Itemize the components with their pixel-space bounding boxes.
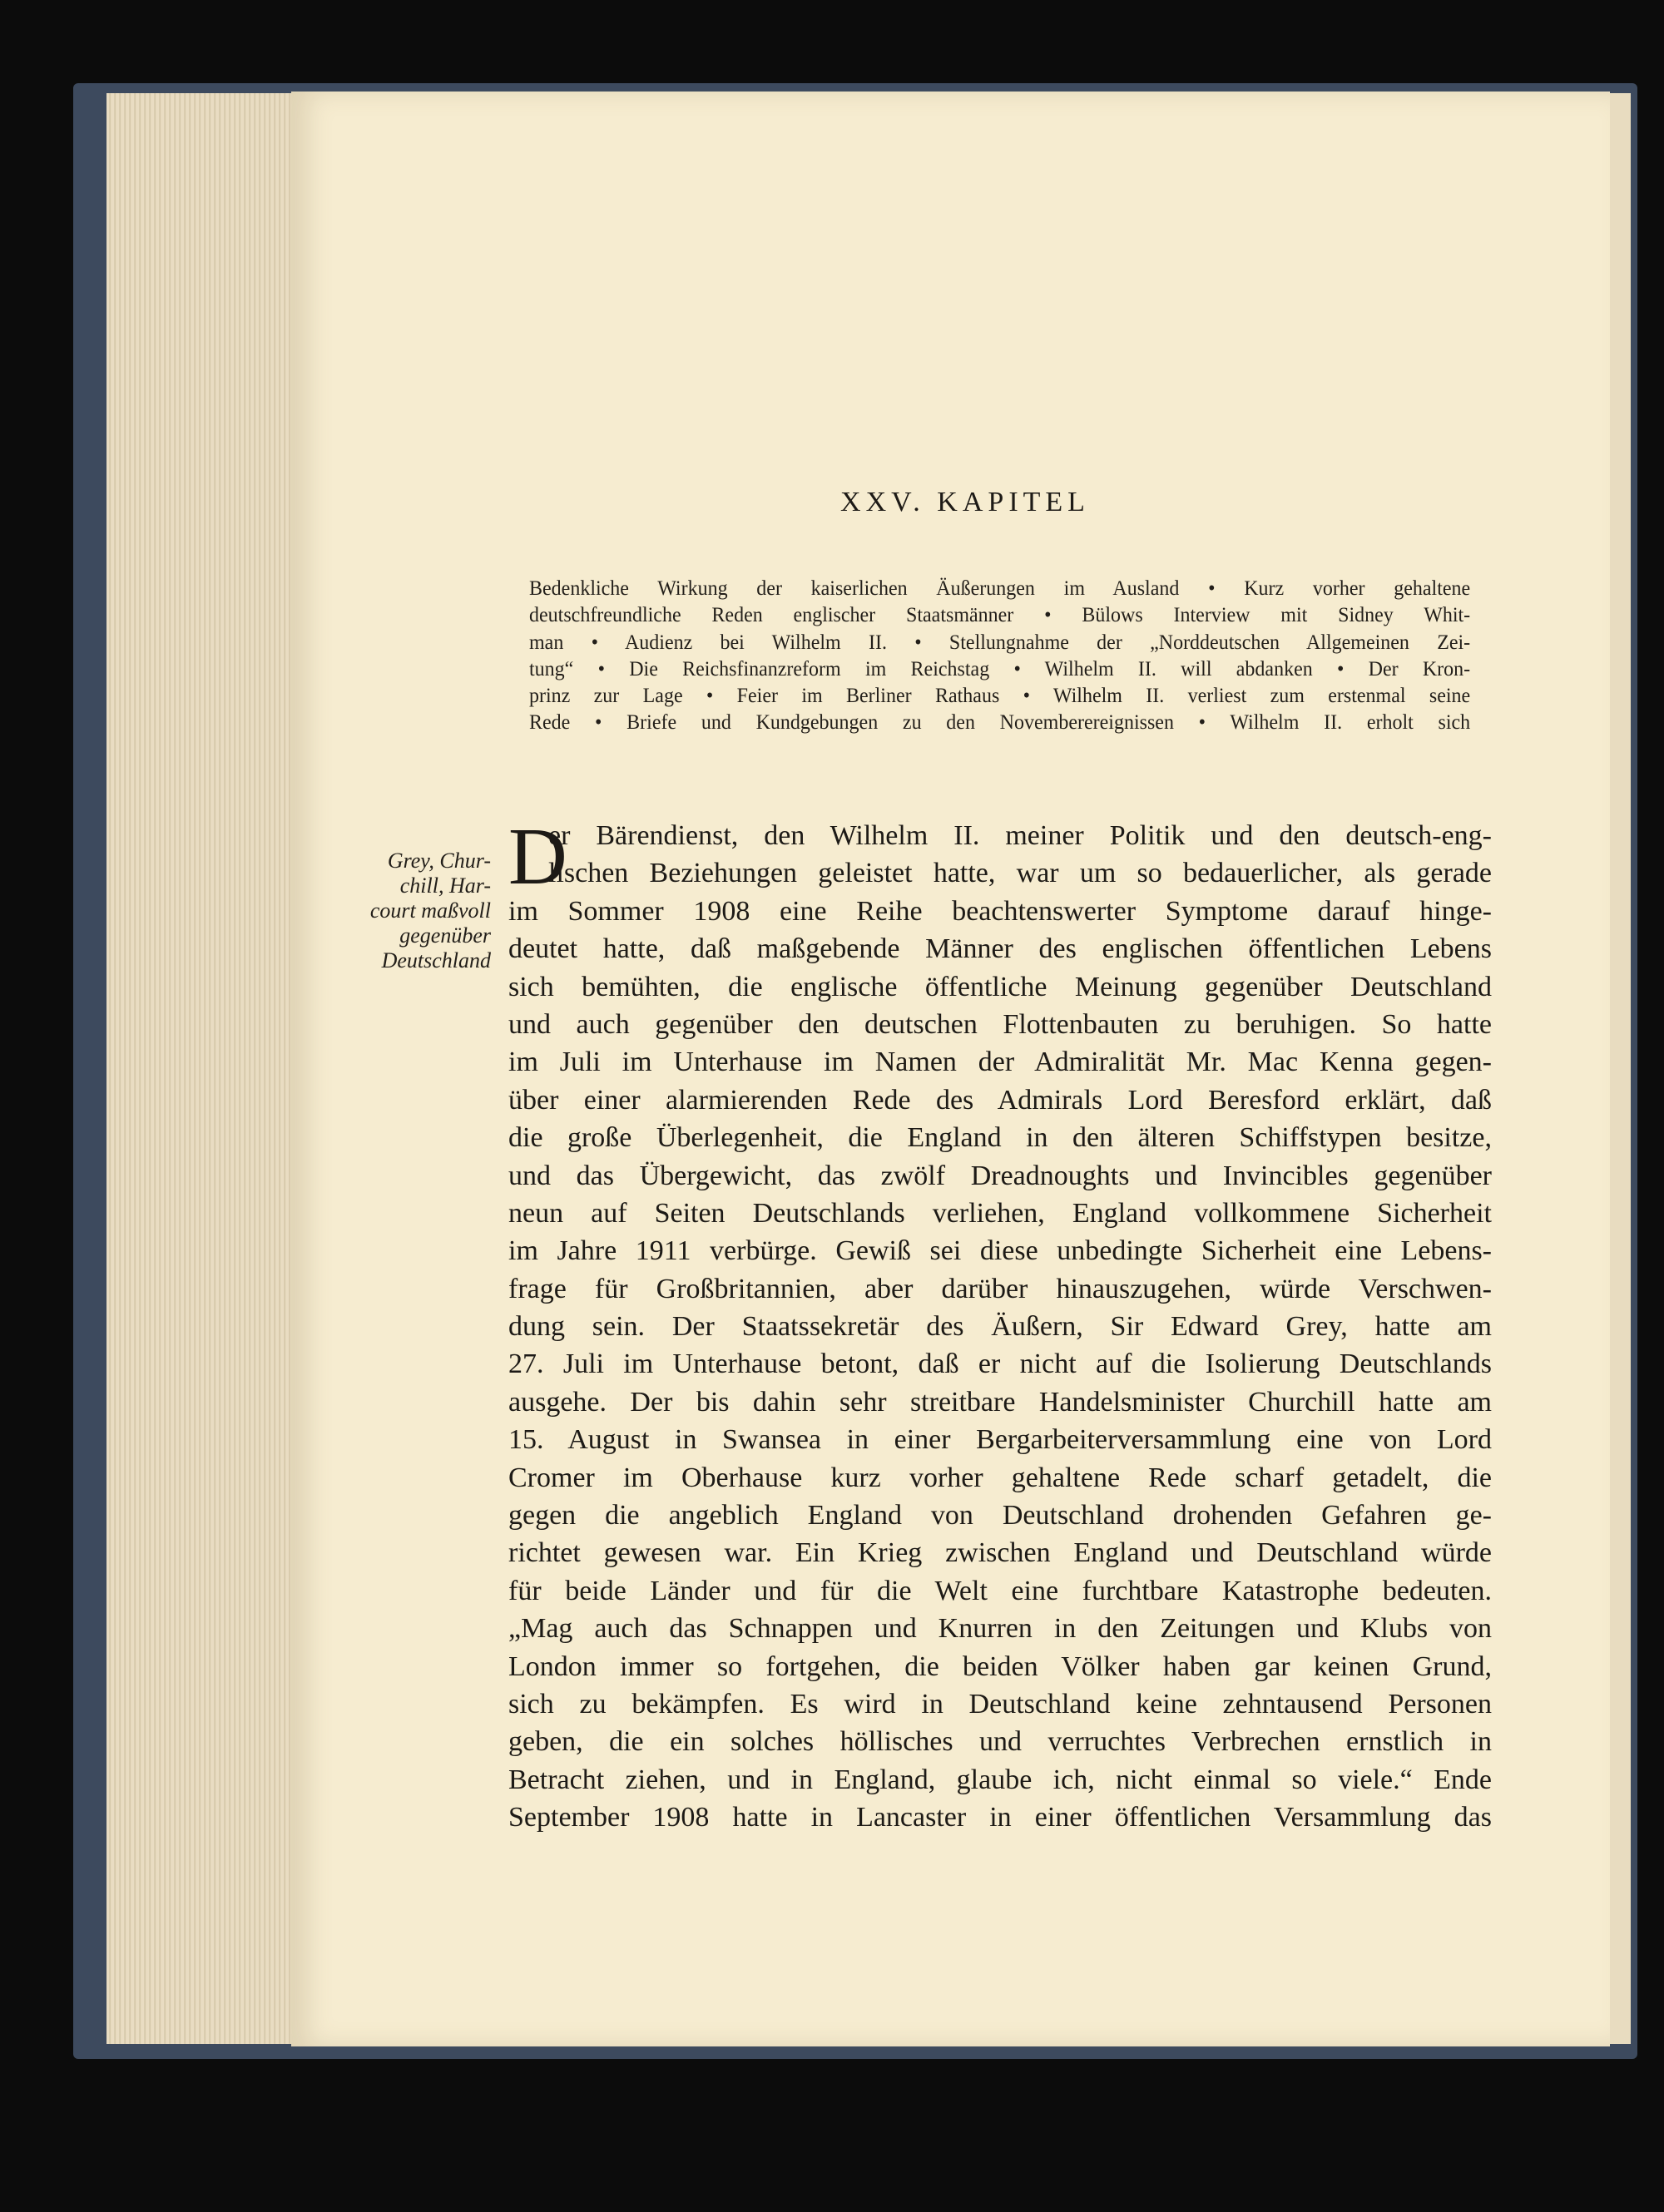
text-line: gegen die angeblich England von Deutschland drohenden Gefahren ge- <box>508 1500 1492 1532</box>
margin-note-line: gegenüber <box>399 923 491 948</box>
page-edges <box>106 93 298 2044</box>
margin-note <box>370 849 491 973</box>
text-line: er Bärendienst, den Wilhelm II. meiner Politik und den deutsch-eng- <box>548 820 1492 851</box>
text-line: im Sommer 1908 eine Reihe beachtenswerter Symptome darauf hinge- <box>508 895 1492 927</box>
text-line: die große Überlegenheit, die England in den älteren Schiffstypen besitze, <box>508 1122 1492 1154</box>
summary-line: Rede • Briefe und Kundgebungen zu den Novemberereignissen • Wilhelm II. erholt sich <box>529 711 1471 735</box>
summary-line: deutschfreundliche Reden englischer Staatsmänner • Bülows Interview mit Sidney Whit- <box>529 604 1471 627</box>
text-line: richtet gewesen war. Ein Krieg zwischen England und Deutschland würde <box>508 1537 1492 1569</box>
text-line: „Mag auch das Schnappen und Knurren in den Zeitungen und Klubs von <box>508 1613 1492 1645</box>
summary-line: tung“ • Die Reichsfinanzreform im Reichstag • Wilhelm II. will abdanken • Der Kron- <box>529 657 1471 680</box>
text-line: über einer alarmierenden Rede des Admirals Lord Beresford erklärt, daß <box>508 1084 1492 1116</box>
text-line: für beide Länder und für die Welt eine furchtbare Katastrophe bedeuten. <box>508 1575 1492 1606</box>
text-line: geben, die ein solches höllisches und verruchtes Verbrechen ernstlich in <box>508 1726 1492 1758</box>
text-line: im Juli im Unterhause im Namen der Admiralität Mr. Mac Kenna gegen- <box>508 1047 1492 1078</box>
margin-note-line: Deutschland <box>381 948 491 972</box>
text-line: September 1908 hatte in Lancaster in einer öffentlichen Versammlung das <box>508 1802 1492 1833</box>
chapter-title: XXV. KAPITEL <box>840 487 1090 517</box>
summary-line: prinz zur Lage • Feier im Berliner Rathaus • Wilhelm II. verliest zum erstenmal seine <box>529 685 1471 708</box>
text-line: im Jahre 1911 verbürge. Gewiß sei diese unbedingte Sicherheit eine Lebens- <box>508 1235 1492 1267</box>
text-line: frage für Großbritannien, aber darüber hinauszugehen, würde Verschwen- <box>508 1273 1492 1304</box>
summary-line: man • Audienz bei Wilhelm II. • Stellungnahme der „Norddeutschen Allgemeinen Zei- <box>529 631 1471 654</box>
text-line: und auch gegenüber den deutschen Flottenbauten zu beruhigen. So hatte <box>508 1008 1492 1040</box>
text-line: lischen Beziehungen geleistet hatte, war um so bedauerlicher, als gerade <box>548 858 1492 889</box>
text-line: neun auf Seiten Deutschlands verliehen, England vollkommene Sicherheit <box>508 1197 1492 1229</box>
text-line: deutet hatte, daß maßgebende Männer des englischen öffentlichen Lebens <box>508 933 1492 965</box>
body-text <box>508 812 1492 1837</box>
text-line: Cromer im Oberhause kurz vorher gehaltene Rede scharf getadelt, die <box>508 1462 1492 1493</box>
text-line: und das Übergewicht, das zwölf Dreadnoughts und Invincibles gegenüber <box>508 1160 1492 1191</box>
margin-note-line: Grey, Chur- <box>387 849 491 873</box>
text-line: sich zu bekämpfen. Es wird in Deutschland keine zehntausend Personen <box>508 1688 1492 1720</box>
summary-line: Bedenkliche Wirkung der kaiserlichen Äußerungen im Ausland • Kurz vorher gehaltene <box>529 577 1471 600</box>
text-line: London immer so fortgehen, die beiden Völker haben gar keinen Grund, <box>508 1650 1492 1682</box>
margin-note-line: chill, Har- <box>399 873 491 898</box>
text-line: ausgehe. Der bis dahin sehr streitbare Handelsminister Churchill hatte am <box>508 1386 1492 1418</box>
drop-cap: D <box>508 812 567 902</box>
text-line: sich bemühten, die englische öffentliche Meinung gegenüber Deutschland <box>508 971 1492 1002</box>
text-line: Betracht ziehen, und in England, glaube ich, nicht einmal so viele.“ Ende <box>508 1764 1492 1795</box>
text-line: 27. Juli im Unterhause betont, daß er nicht auf die Isolierung Deutschlands <box>508 1348 1492 1380</box>
chapter-summary <box>529 576 1472 737</box>
margin-note-line: court maßvoll <box>369 898 491 923</box>
text-line: 15. August in Swansea in einer Bergarbeiterversammlung eine von Lord <box>508 1424 1492 1456</box>
text-line: dung sein. Der Staatssekretär des Äußern, Sir Edward Grey, hatte am <box>508 1311 1492 1343</box>
